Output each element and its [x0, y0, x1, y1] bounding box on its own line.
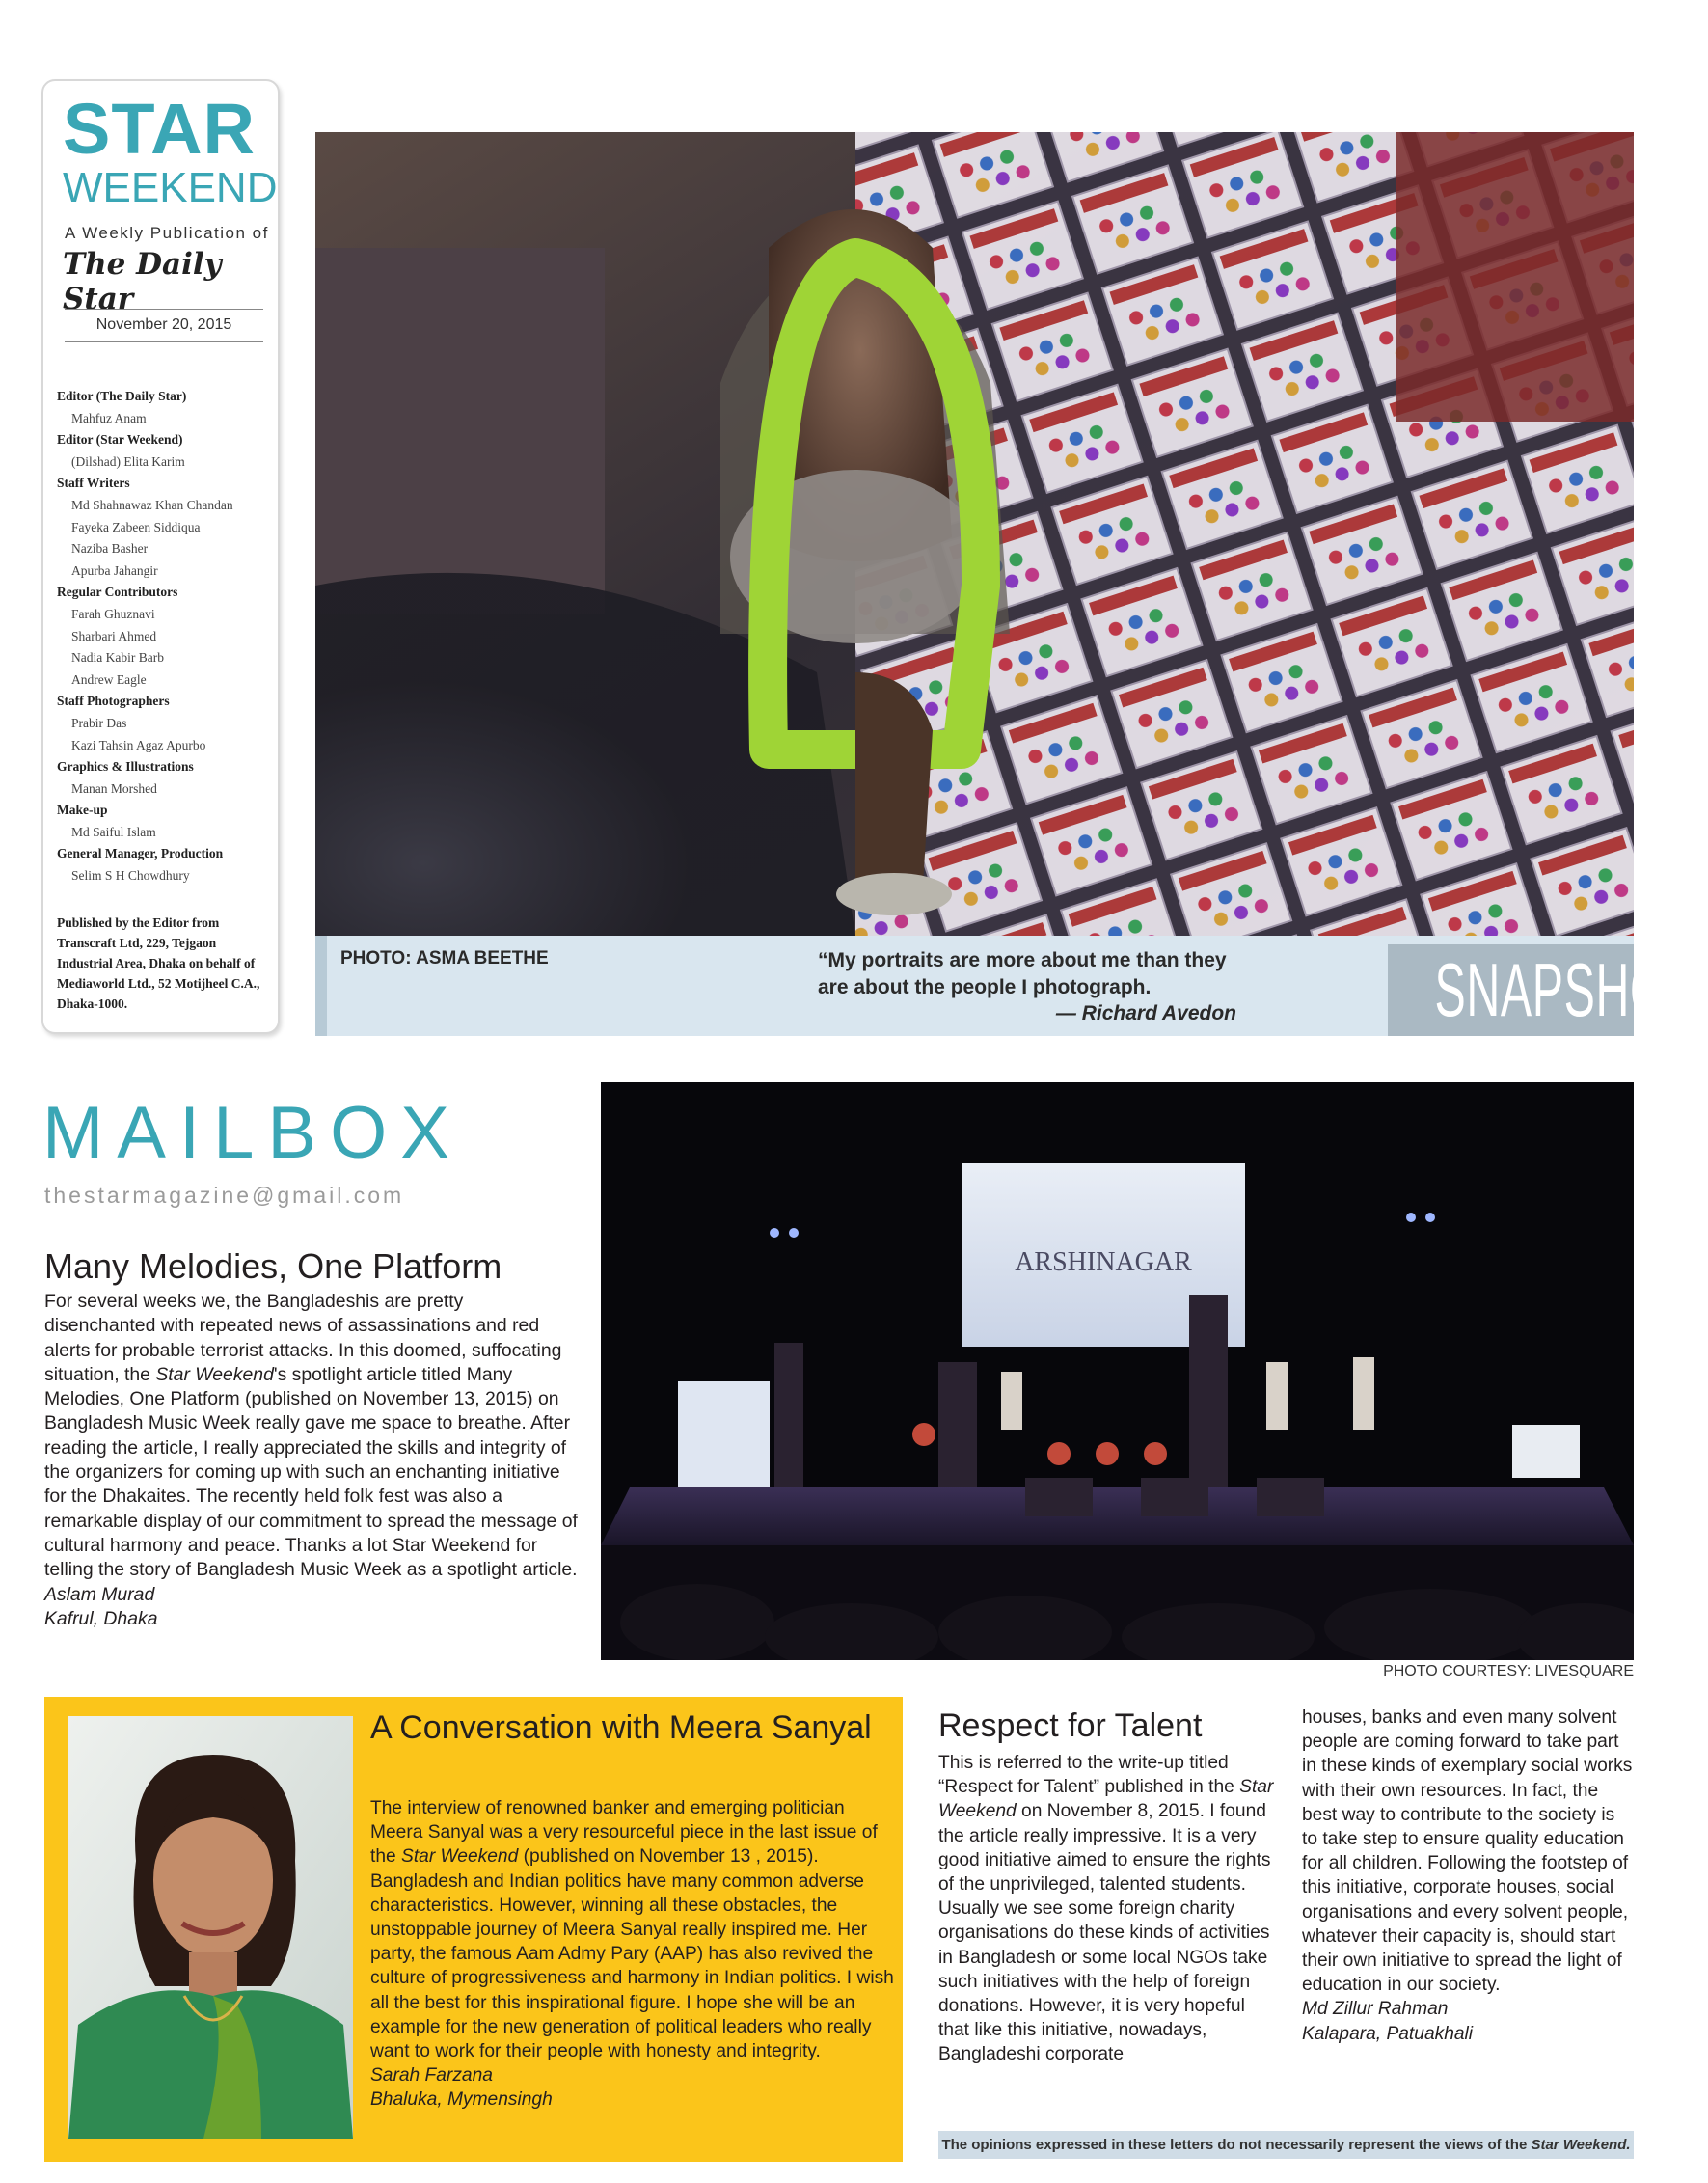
staff-role: Staff Photographers	[57, 694, 170, 709]
staff-role: Editor (The Daily Star)	[57, 389, 187, 403]
letter-text: This is referred to the write-up titled “Respect for Talent” published in the	[938, 1753, 1240, 1798]
concert-photo-credit: PHOTO COURTESY: LIVESQUARE	[1383, 1663, 1634, 1679]
staff-name: Farah Ghuznavi	[71, 606, 155, 621]
disclaimer-publication: Star Weekend.	[1531, 2137, 1631, 2153]
staff-group	[57, 582, 274, 691]
masthead-divider	[65, 309, 263, 310]
staff-name: Manan Morshed	[71, 780, 157, 796]
staff-group	[57, 429, 274, 473]
mailbox-title: MAILBOX	[42, 1092, 463, 1174]
concert-photo-illustration	[601, 1082, 1634, 1660]
staff-group	[57, 473, 274, 582]
staff-role: Make-up	[57, 803, 108, 818]
staff-group	[57, 691, 274, 756]
publication-name: Star Weekend	[401, 1846, 519, 1868]
concert-photo	[601, 1082, 1634, 1660]
letter-location: Kalapara, Patuakhali	[1302, 2023, 1474, 2044]
staff-name: Naziba Basher	[71, 541, 149, 557]
masthead-tagline: A Weekly Publication of	[65, 224, 269, 242]
snapshot-quote-author: — Richard Avedon	[1055, 1002, 1236, 1024]
masthead-parent-paper: The Daily Star	[63, 247, 222, 316]
disclaimer	[938, 2131, 1634, 2159]
staff-group	[57, 800, 274, 843]
letter-location: Kafrul, Dhaka	[44, 1607, 158, 1629]
staff-name: Fayeka Zabeen Siddiqua	[71, 519, 201, 534]
staff-name: Kazi Tahsin Agaz Apurbo	[71, 737, 206, 752]
staff-name: Prabir Das	[71, 715, 127, 730]
staff-role: Regular Contributors	[57, 585, 178, 600]
staff-role: Editor (Star Weekend)	[57, 432, 183, 448]
masthead-star-logo: STAR	[63, 89, 256, 169]
issue-date: November 20, 2015	[95, 316, 232, 333]
letter-body	[44, 1290, 580, 1631]
masthead-box	[41, 79, 280, 1034]
snapshot-quote: “My portraits are more about me than they are about the people I photograph.	[818, 949, 1227, 998]
snapshot-photo-credit: PHOTO: ASMA BEETHE	[340, 948, 549, 969]
letter-title: Respect for Talent	[938, 1707, 1203, 1744]
snapshot-photo	[315, 132, 1634, 936]
staff-name: Nadia Kabir Barb	[71, 650, 164, 666]
staff-group	[57, 386, 274, 429]
letter-text: The interview of renowned banker and emerging politician Meera Sanyal was a very resourceful piece in the last issue of the	[370, 1798, 878, 1868]
publication-name: Star Weekend	[938, 1777, 1274, 1822]
portrait-illustration	[68, 1716, 353, 2139]
concert-banner-text: ARSHINAGAR	[1015, 1247, 1192, 1277]
portrait-photo	[68, 1716, 353, 2139]
snapshot-label: SNAPSHOT	[1434, 947, 1696, 1032]
letter-text: houses, banks and even many solvent people are coming forward to take part in these kinds of exemplary social works with their own resources. In fact, the best way to contribute to the society is to take step to ensure quality education for all children. Following the footstep of this initiative, corporate houses, social organisations and every solvent people, whatever their capacity is, should start their own initiative to spread the light of education in our society.	[1302, 1707, 1633, 1996]
masthead-divider	[65, 341, 263, 342]
letter-location: Bhaluka, Mymensingh	[370, 2089, 553, 2111]
letter-body-column	[938, 1751, 1274, 2067]
caption-accent-stripe	[315, 936, 327, 1036]
disclaimer-text: The opinions expressed in these letters do not necessarily represent the views of the	[941, 2137, 1532, 2153]
staff-name: Apurba Jahangir	[71, 562, 158, 578]
staff-role: General Manager, Production	[57, 846, 224, 861]
letter-author: Aslam Murad	[44, 1583, 155, 1605]
snapshot-photo-illustration	[315, 132, 1634, 936]
staff-group	[57, 843, 274, 887]
letter-title: Many Melodies, One Platform	[44, 1246, 502, 1286]
mailbox-email: thestarmagazine@gmail.com	[44, 1183, 405, 1208]
staff-name: Mahfuz Anam	[71, 410, 147, 425]
letter-author: Sarah Farzana	[370, 2065, 493, 2087]
publication-name: Star Weekend	[155, 1363, 274, 1385]
letter-text: on November 8, 2015. I found the article really impressive. It is a very good initiative aimed to ensure the rights of the unprivileged, talented students. Usually we see some foreign charity organisations do these kinds of activities in Bangladesh or some local NGOs take such initiatives with the help of foreign donations. However, it is very hopeful that like this initiative, nowadays, Bangladeshi corporate	[938, 1801, 1271, 2065]
letter-title: A Conversation with Meera Sanyal	[370, 1709, 872, 1746]
staff-role: Staff Writers	[57, 476, 130, 491]
letter-text: (published on November 13 , 2015). Bangladesh and Indian politics have many common adverse characteristics. However, winning all these obstacles, the unstoppable journey of Meera Sanyal really inspired me. Her party, the famous Aam Admy Pary (AAP) has also revived the culture of progressiveness and harmony in Indian politics. I wish all the best for this inspirational figure. I hope she will be an example for the new generation of political leaders who really want to work for their people with honesty and integrity.	[370, 1846, 894, 2062]
letter-text: 's spotlight article titled Many Melodies, One Platform (published on November 13, 2015) on Bangladesh Music Week really gave me space to breathe. After reading the article, I really appreciated the skills and integrity of the organizers for coming up with such an enchanting initiative for the Dhakaites. The recently held folk fest was also a remarkable display of our commitment to spread the message of cultural harmony and peace. Thanks a lot Star Weekend for telling the story of Bangladesh Music Week as a spotlight article.	[44, 1363, 578, 1581]
letter-text: For several weeks we, the Bangladeshis are pretty disenchanted with repeated news of assassinations and red alerts for probable terrorist attacks. In this doomed, suffocating situation, the	[44, 1291, 562, 1385]
staff-group	[57, 756, 274, 800]
masthead-weekend-logo: WEEKEND	[63, 164, 278, 211]
staff-name: (Dilshad) Elita Karim	[71, 453, 185, 469]
letter-author: Md Zillur Rahman	[1302, 1999, 1449, 2020]
staff-name: Selim S H Chowdhury	[71, 868, 190, 884]
staff-name: Md Shahnawaz Khan Chandan	[71, 497, 233, 512]
publisher-info: Published by the Editor from Transcraft Ltd, 229, Tejgaon Industrial Area, Dhaka on behalf of Mediaworld Ltd., 52 Motijheel C.A., Dhaka-1000.	[57, 915, 260, 1011]
staff-name: Md Saiful Islam	[71, 824, 156, 839]
staff-role: Graphics & Illustrations	[57, 759, 194, 775]
letter-body-column	[1302, 1705, 1634, 2046]
letter-body	[370, 1796, 896, 2113]
staff-list	[57, 386, 274, 887]
staff-name: Andrew Eagle	[71, 671, 147, 687]
staff-name: Sharbari Ahmed	[71, 628, 157, 643]
